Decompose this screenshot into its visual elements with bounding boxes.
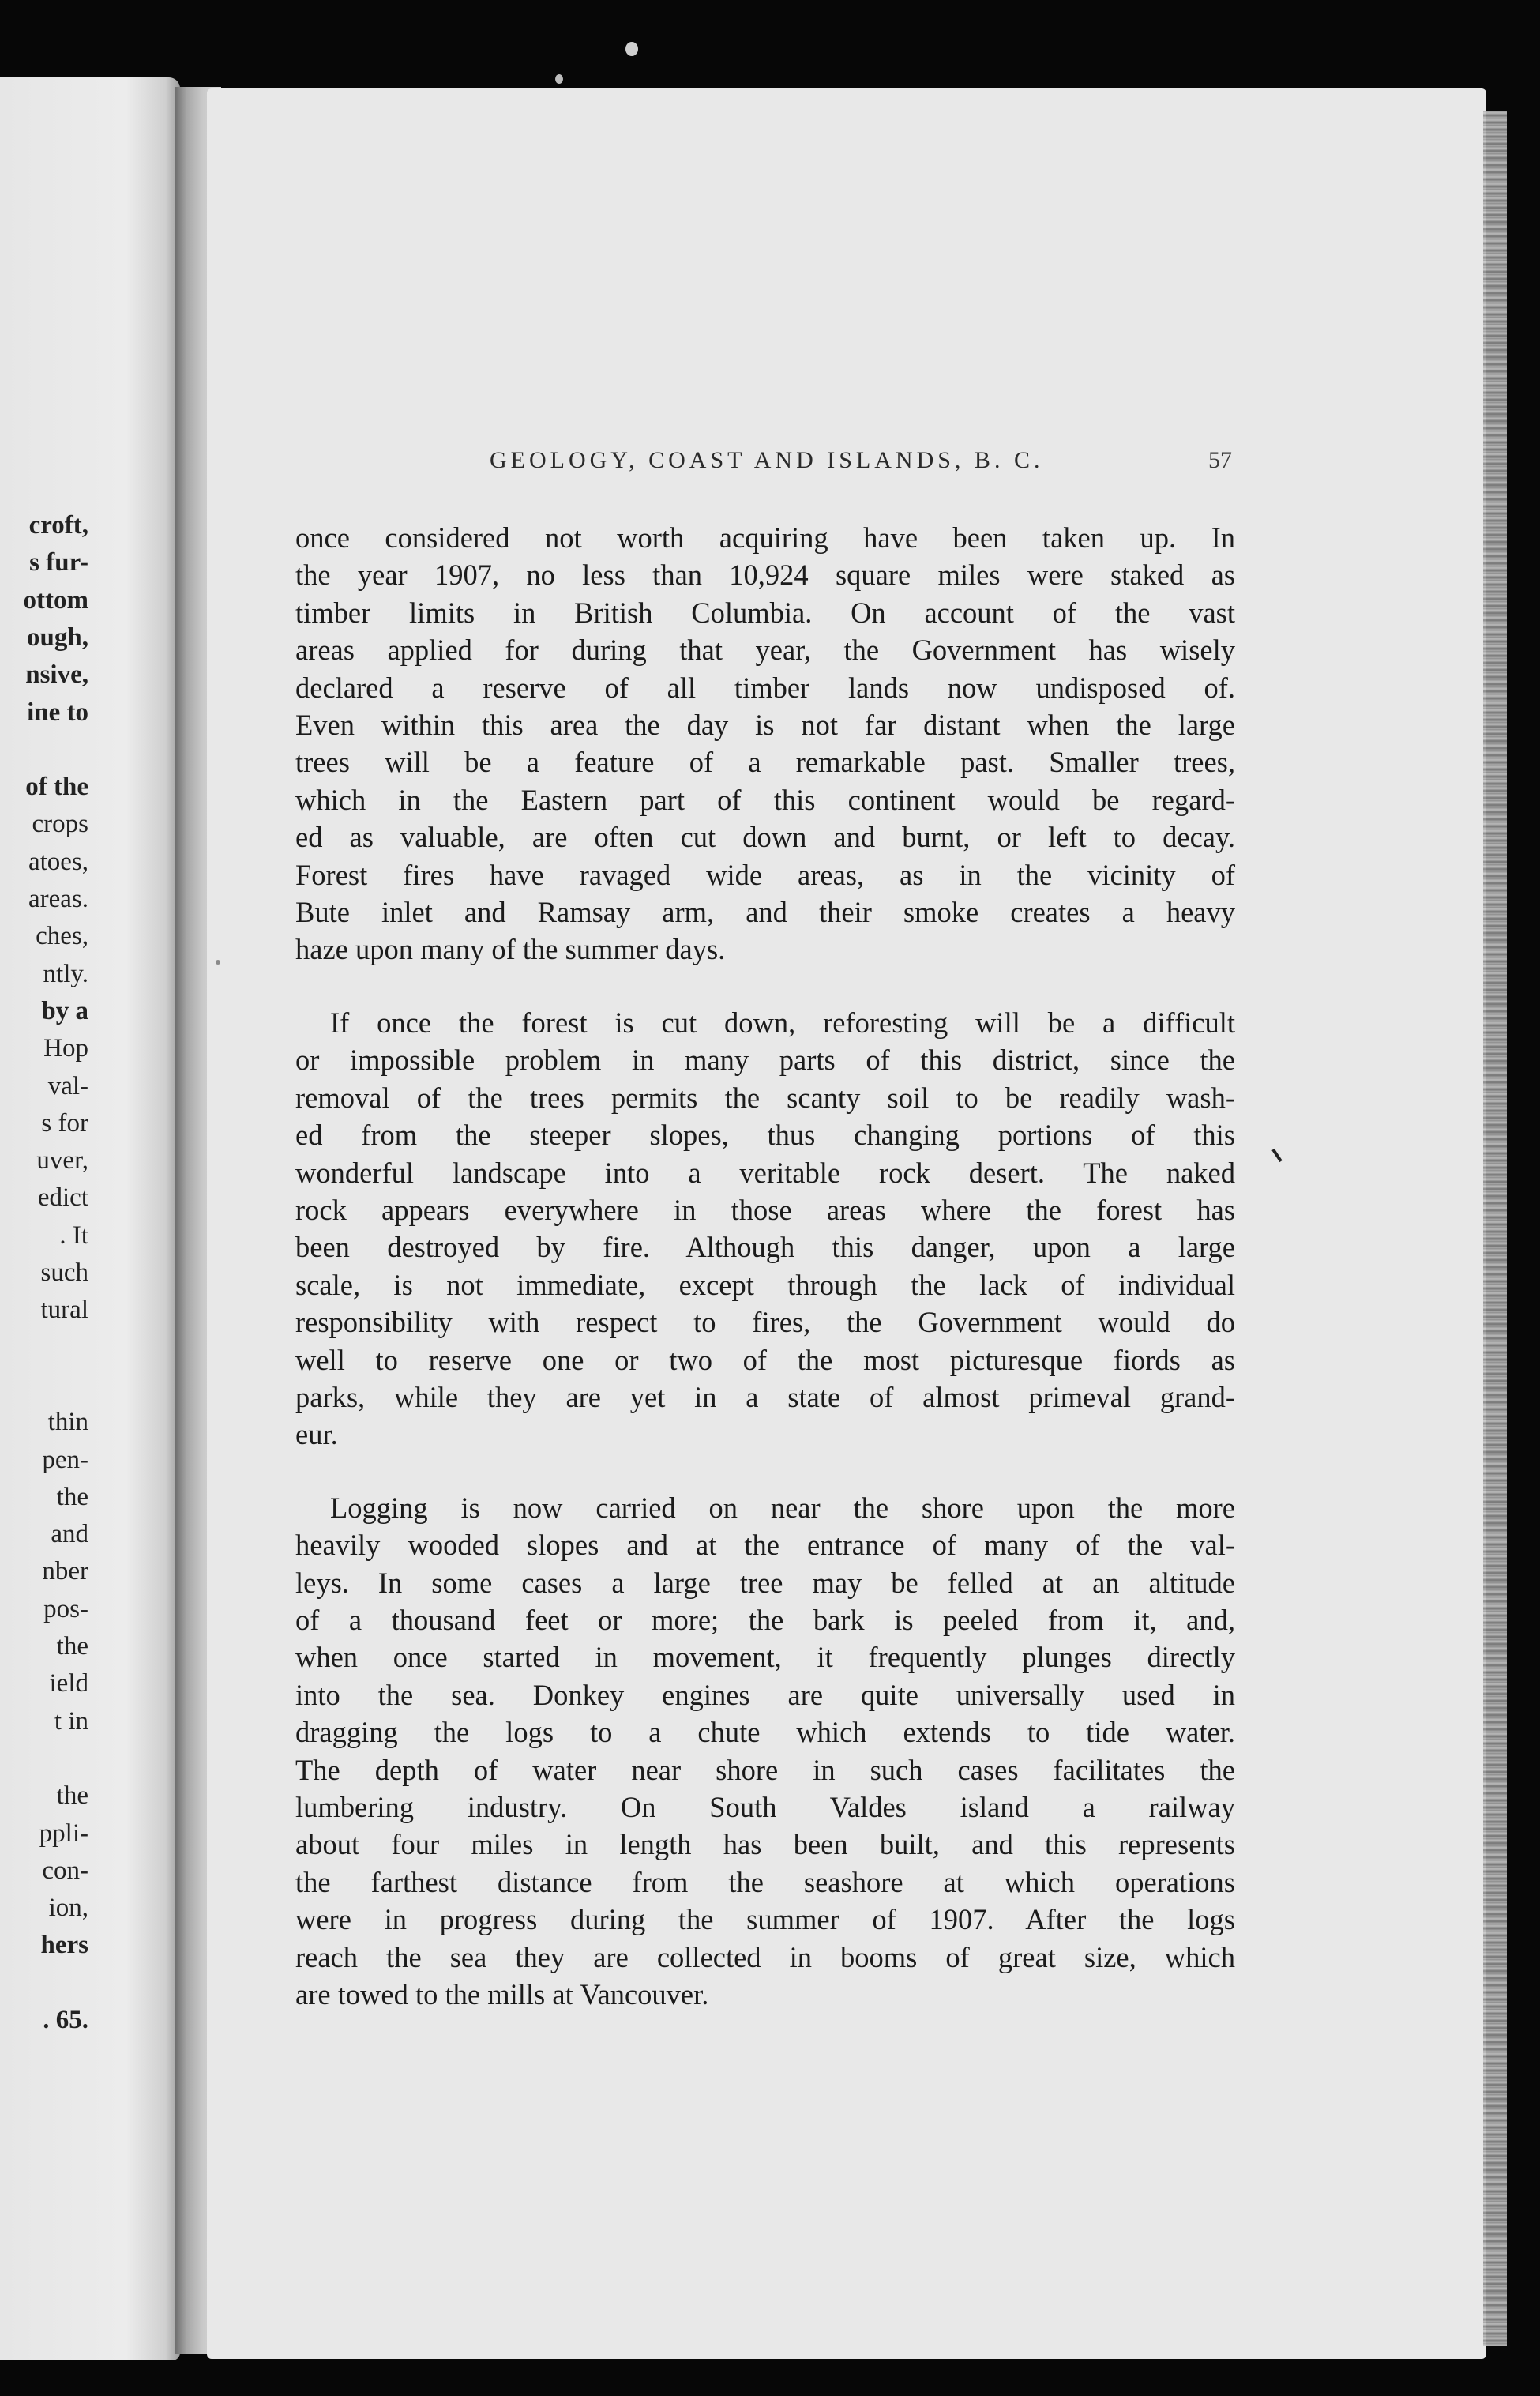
paragraph — [295, 1489, 1235, 2014]
text-line: into the sea. Donkey engines are quite universally used in — [295, 1678, 1235, 1711]
text-line: of a thousand feet or more; the bark is peeled from it, and, — [295, 1603, 1235, 1636]
text-line: declared a reserve of all timber lands now undisposed of. — [295, 671, 1235, 704]
text-line: wonderful landscape into a veritable rock desert. The naked — [295, 1156, 1235, 1189]
previous-page-fragment: croft, — [28, 511, 88, 540]
text-line: been destroyed by fire. Although this danger, upon a large — [295, 1231, 1235, 1264]
previous-page-fragment: pen- — [42, 1445, 88, 1474]
dust-speck — [216, 960, 220, 965]
text-line: timber limits in British Columbia. On account of the vast — [295, 596, 1235, 629]
previous-page-fragment: ield — [49, 1669, 88, 1698]
previous-page-fragment: Hop — [43, 1034, 88, 1063]
previous-page-fragment: ottom — [23, 585, 88, 615]
text-line: responsibility with respect to fires, the Government would do — [295, 1306, 1235, 1339]
text-line: If once the forest is cut down, reforesting will be a difficult — [330, 1006, 1235, 1039]
previous-page-fragment: hers — [40, 1931, 88, 1960]
text-line: Bute inlet and Ramsay arm, and their smoke creates a heavy — [295, 896, 1235, 929]
previous-page-fragment: ppli- — [39, 1819, 88, 1848]
previous-page-fragment: the — [56, 1482, 88, 1511]
previous-page-fragment: thin — [47, 1408, 88, 1437]
text-line: about four miles in length has been built, and this represents — [295, 1828, 1235, 1861]
text-line: eur. — [295, 1418, 338, 1451]
text-line: parks, while they are yet in a state of almost primeval grand- — [295, 1380, 1235, 1413]
text-line: well to reserve one or two of the most picturesque fiords as — [295, 1343, 1235, 1376]
text-line: haze upon many of the summer days. — [295, 933, 726, 966]
previous-page-fragment: uver, — [36, 1146, 88, 1175]
text-line: scale, is not immediate, except through the lack of individual — [295, 1268, 1235, 1301]
ink-mark — [1273, 1149, 1281, 1161]
previous-page-fragment: areas. — [28, 885, 88, 913]
text-line: trees will be a feature of a remarkable past. Smaller trees, — [295, 746, 1235, 779]
previous-page-fragment: nber — [42, 1557, 88, 1586]
text-line: The depth of water near shore in such cases facilitates the — [295, 1753, 1235, 1786]
previous-page-fragment: val- — [47, 1071, 88, 1100]
text-line: reach the sea they are collected in booms of great size, which — [295, 1940, 1235, 1973]
running-head: GEOLOGY, COAST AND ISLANDS, B. C. — [490, 447, 1044, 473]
body-text — [295, 519, 1235, 2013]
text-line: when once started in movement, it frequently plunges directly — [295, 1641, 1235, 1674]
text-line: areas applied for during that year, the Government has wisely — [295, 634, 1235, 667]
previous-page-fragment: s for — [41, 1108, 88, 1138]
text-line: rock appears everywhere in those areas where the forest has — [295, 1193, 1235, 1226]
text-line: ed as valuable, are often cut down and burnt, or left to decay. — [295, 821, 1235, 854]
text-line: leys. In some cases a large tree may be felled at an altitude — [295, 1566, 1235, 1599]
paragraph — [295, 519, 1235, 969]
text-line: dragging the logs to a chute which extends to tide water. — [295, 1716, 1235, 1749]
previous-page-fragment: of the — [25, 773, 88, 802]
previous-page-fragment: . 65. — [43, 2006, 88, 2034]
previous-page-fragment: nsive, — [25, 660, 88, 690]
previous-page-fragment: atoes, — [28, 847, 88, 876]
text-line: Even within this area the day is not far distant when the large — [295, 709, 1235, 742]
previous-page-fragment: ine to — [27, 698, 88, 727]
text-line: lumbering industry. On South Valdes island a railway — [295, 1791, 1235, 1823]
previous-page-fragment: t in — [54, 1706, 88, 1736]
page-number: 57 — [1208, 447, 1232, 473]
text-line: the farthest distance from the seashore at which operations — [295, 1865, 1235, 1898]
previous-page-fragment: ntly. — [43, 959, 88, 988]
text-line: removal of the trees permits the scanty soil to be readily wash- — [295, 1081, 1235, 1114]
text-line: ed from the steeper slopes, thus changing portions of this — [295, 1119, 1235, 1152]
previous-page-fragment: crops — [32, 810, 88, 839]
previous-page-fragment: . It — [59, 1221, 88, 1250]
dust-speck — [625, 42, 638, 56]
previous-page-fragment: ches, — [36, 922, 88, 951]
text-line: are towed to the mills at Vancouver. — [295, 1978, 709, 2011]
text-line: or impossible problem in many parts of this district, since the — [295, 1044, 1235, 1077]
text-line: once considered not worth acquiring have been taken up. In — [295, 521, 1235, 554]
previous-page-fragment: edict — [37, 1183, 88, 1213]
previous-page-fragment: and — [51, 1520, 88, 1549]
previous-page-fragment: ough, — [27, 623, 88, 652]
previous-page-fragment: by a — [41, 996, 88, 1025]
text-line: which in the Eastern part of this continent would be regard- — [295, 783, 1235, 816]
previous-page-fragment: ion, — [48, 1894, 88, 1923]
text-line: the year 1907, no less than 10,924 square miles were staked as — [295, 559, 1235, 592]
paragraph — [295, 1004, 1235, 1454]
previous-page-fragment: the — [56, 1632, 88, 1661]
text-line: Logging is now carried on near the shore upon the more — [330, 1491, 1235, 1524]
text-line: were in progress during the summer of 1907. After the logs — [295, 1903, 1235, 1936]
previous-page-fragment: s fur- — [29, 548, 88, 577]
previous-page-fragment: pos- — [43, 1594, 88, 1623]
previous-page-fragment: con- — [42, 1856, 88, 1885]
previous-page-fragment: such — [40, 1258, 88, 1287]
previous-page-fragment: tural — [40, 1296, 88, 1325]
text-line: Forest fires have ravaged wide areas, as in the vicinity of — [295, 858, 1235, 891]
dust-speck — [555, 74, 563, 84]
previous-page-fragment: the — [56, 1781, 88, 1811]
text-line: heavily wooded slopes and at the entrance of many of the val- — [295, 1529, 1235, 1562]
